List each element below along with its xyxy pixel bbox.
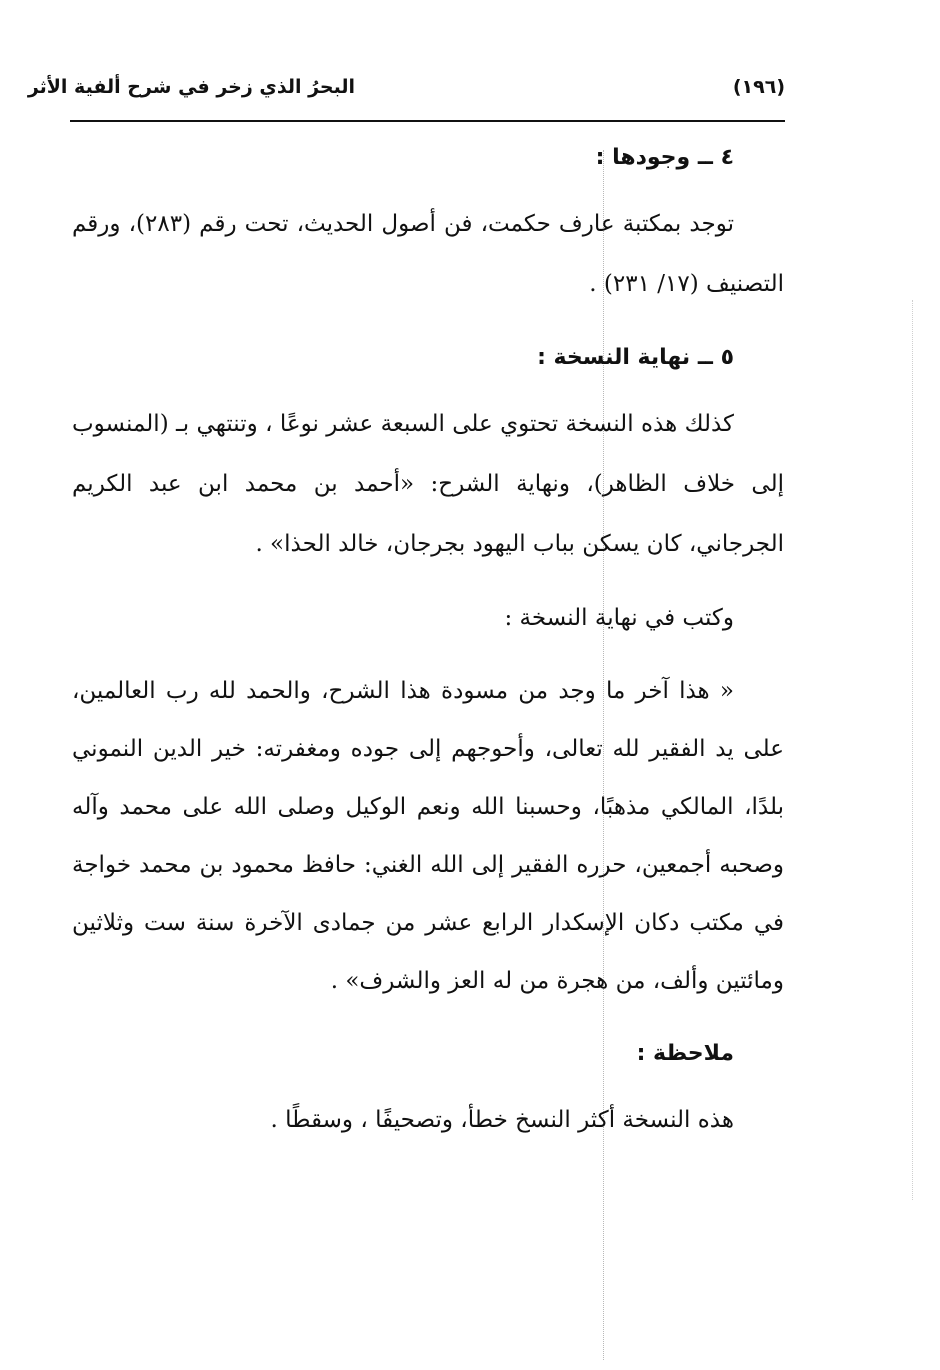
section-heading-end-of-copy: ٥ ــ نهاية النسخة :	[537, 345, 734, 370]
paragraph-whereabouts: توجد بمكتبة عارف حكمت، فن أصول الحديث، تحت رقم (٢٨٣)، ورقم التصنيف (١٧/ ٢٣١) .	[72, 211, 784, 297]
paragraph-end-of-copy: كذلك هذه النسخة تحتوي على السبعة عشر نوعًا ، وتنتهي بـ (المنسوب إلى خلاف الظاهر)، ونهاية الشرح: «أحمد بن محمد ابن عبد الكريم الجرجاني، كان يسكن بباب اليهود بجرجان، خالد الحذا» .	[72, 411, 784, 557]
running-header	[27, 72, 785, 112]
colophon-quote: « هذا آخر ما وجد من مسودة هذا الشرح، والحمد لله رب العالمين، على يد الفقير لله تعالى، وأحوجهم إلى جوده ومغفرته: خير الدين النموني بلدًا، المالكي مذهبًا، وحسبنا الله ونعم الوكيل وصلى الله على محمد وآله وصحبه أجمعين، حرره الفقير إلى الله الغني: حافظ محمود بن محمد خواجة في مكتب دكان الإسكدار الرابع عشر من جمادى الآخرة سنة ست وثلاثين ومائتين وألف، من هجرة من له العز والشرف» .	[72, 678, 784, 994]
paragraph-note: هذه النسخة أكثر النسخ خطأ، وتصحيفًا ، وسقطًا .	[270, 1107, 734, 1133]
page-number: (١٩٦)	[732, 76, 785, 98]
running-title: البحرُ الذي زخر في شرح ألفية الأثر	[27, 76, 355, 98]
scan-edge-line	[912, 300, 913, 1200]
page-body	[72, 136, 784, 1150]
header-rule	[70, 120, 785, 122]
colophon-intro: وكتب في نهاية النسخة :	[504, 605, 734, 631]
section-heading-note: ملاحظة :	[636, 1041, 734, 1066]
section-heading-whereabouts: ٤ ــ وجودها :	[595, 145, 734, 170]
